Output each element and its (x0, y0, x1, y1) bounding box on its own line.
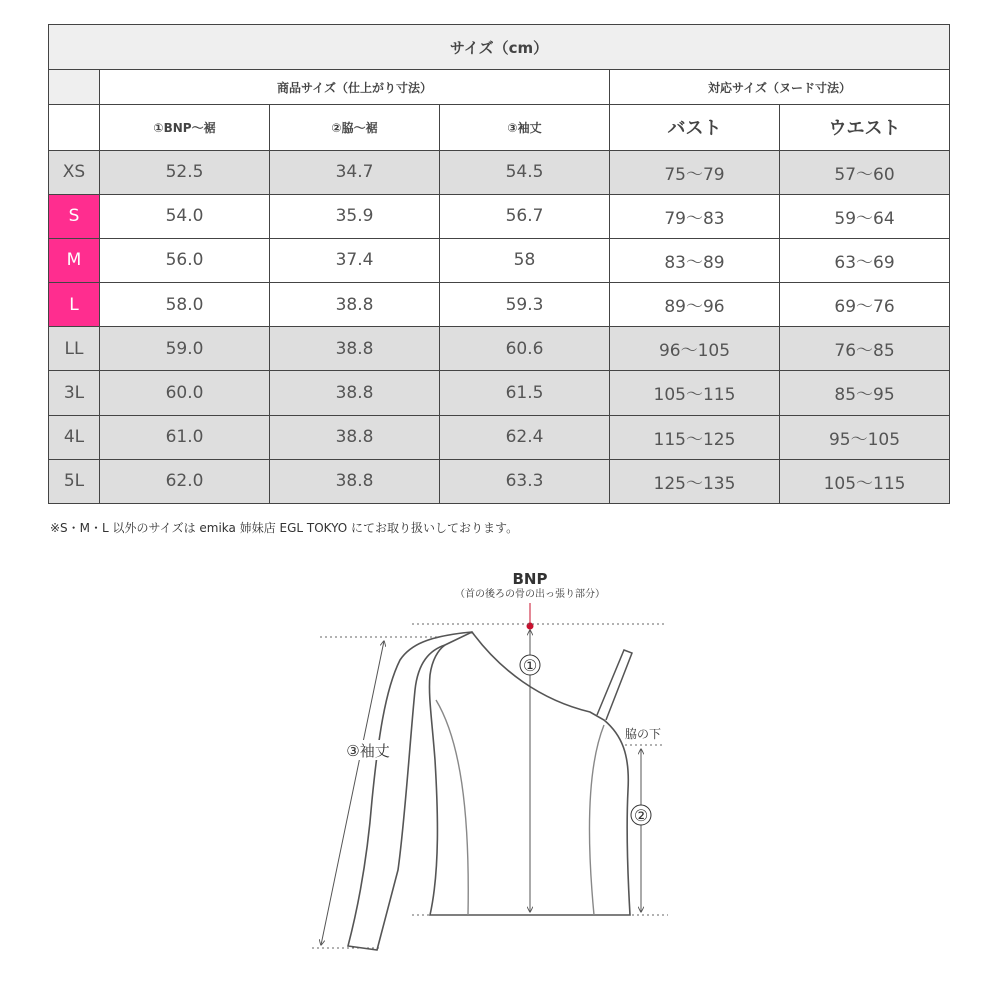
cell-value: 56.7 (440, 194, 610, 238)
table-group-row (49, 70, 950, 105)
table-row (49, 238, 950, 282)
cell-value: 79〜83 (610, 194, 780, 238)
size-label-highlight: M (49, 238, 100, 282)
cell-value: 83〜89 (610, 238, 780, 282)
cell-value: 60.0 (100, 371, 270, 415)
cell-value: 37.4 (270, 238, 440, 282)
cell-value: 62.0 (100, 459, 270, 503)
table-title: サイズ（cm） (49, 25, 950, 70)
size-label: LL (49, 327, 100, 371)
cell-value: 61.5 (440, 371, 610, 415)
cell-value: 56.0 (100, 238, 270, 282)
size-availability-note: ※S・M・L 以外のサイズは emika 姉妹店 EGL TOKYO にてお取り扱いしております。 (50, 521, 519, 535)
empty-cell (49, 70, 100, 105)
cell-value: 96〜105 (610, 327, 780, 371)
cell-value: 115〜125 (610, 415, 780, 459)
table-header-row (49, 105, 950, 150)
seam-left (436, 700, 468, 915)
header-bust: バスト (610, 105, 780, 150)
bnp-description: （首の後ろの骨の出っ張り部分） (455, 589, 605, 600)
cell-value: 38.8 (270, 371, 440, 415)
group-product-size: 商品サイズ（仕上がり寸法） (100, 70, 610, 105)
table-row (49, 194, 950, 238)
cell-value: 35.9 (270, 194, 440, 238)
cell-value: 52.5 (100, 150, 270, 194)
table-row (49, 283, 950, 327)
header-sleeve-length: ③袖丈 (440, 105, 610, 150)
header-armpit-hem: ②脇〜裾 (270, 105, 440, 150)
size-label-highlight: S (49, 194, 100, 238)
bnp-label: BNP (512, 570, 548, 588)
cell-value: 38.8 (270, 283, 440, 327)
cell-value: 60.6 (440, 327, 610, 371)
cell-value: 38.8 (270, 459, 440, 503)
measure-3-label: ③袖丈 (346, 742, 390, 760)
shoulder-strap (597, 650, 632, 720)
cell-value: 125〜135 (610, 459, 780, 503)
table-row (49, 459, 950, 503)
cell-value: 69〜76 (780, 283, 950, 327)
cell-value: 58.0 (100, 283, 270, 327)
cell-value: 54.0 (100, 194, 270, 238)
table-row (49, 327, 950, 371)
measure-2-label: ② (633, 806, 649, 825)
cell-value: 105〜115 (780, 459, 950, 503)
size-label: XS (49, 150, 100, 194)
cell-value: 61.0 (100, 415, 270, 459)
measure-1-label: ① (522, 656, 538, 675)
cell-value: 85〜95 (780, 371, 950, 415)
size-label: 5L (49, 459, 100, 503)
garment-measurement-diagram (0, 560, 1000, 1000)
cell-value: 57〜60 (780, 150, 950, 194)
cell-value: 34.7 (270, 150, 440, 194)
empty-cell (49, 105, 100, 150)
cell-value: 59.0 (100, 327, 270, 371)
cell-value: 89〜96 (610, 283, 780, 327)
table-row (49, 415, 950, 459)
table-row (49, 150, 950, 194)
size-label-highlight: L (49, 283, 100, 327)
cell-value: 54.5 (440, 150, 610, 194)
size-table (48, 24, 950, 504)
cell-value: 105〜115 (610, 371, 780, 415)
measure-3-arrow (321, 641, 384, 945)
table-row (49, 371, 950, 415)
cell-value: 59.3 (440, 283, 610, 327)
cell-value: 75〜79 (610, 150, 780, 194)
garment-sleeve-outline (348, 632, 472, 950)
size-label: 3L (49, 371, 100, 415)
cell-value: 38.8 (270, 327, 440, 371)
cell-value: 38.8 (270, 415, 440, 459)
cell-value: 58 (440, 238, 610, 282)
header-waist: ウエスト (780, 105, 950, 150)
group-nude-size: 対応サイズ（ヌード寸法） (610, 70, 950, 105)
cell-value: 76〜85 (780, 327, 950, 371)
cell-value: 95〜105 (780, 415, 950, 459)
cell-value: 62.4 (440, 415, 610, 459)
cell-value: 63〜69 (780, 238, 950, 282)
armpit-label: 脇の下 (624, 727, 662, 741)
cell-value: 63.3 (440, 459, 610, 503)
header-bnp-hem: ①BNP〜裾 (100, 105, 270, 150)
size-label: 4L (49, 415, 100, 459)
seam-right (589, 725, 604, 915)
table-title-row (49, 25, 950, 70)
cell-value: 59〜64 (780, 194, 950, 238)
